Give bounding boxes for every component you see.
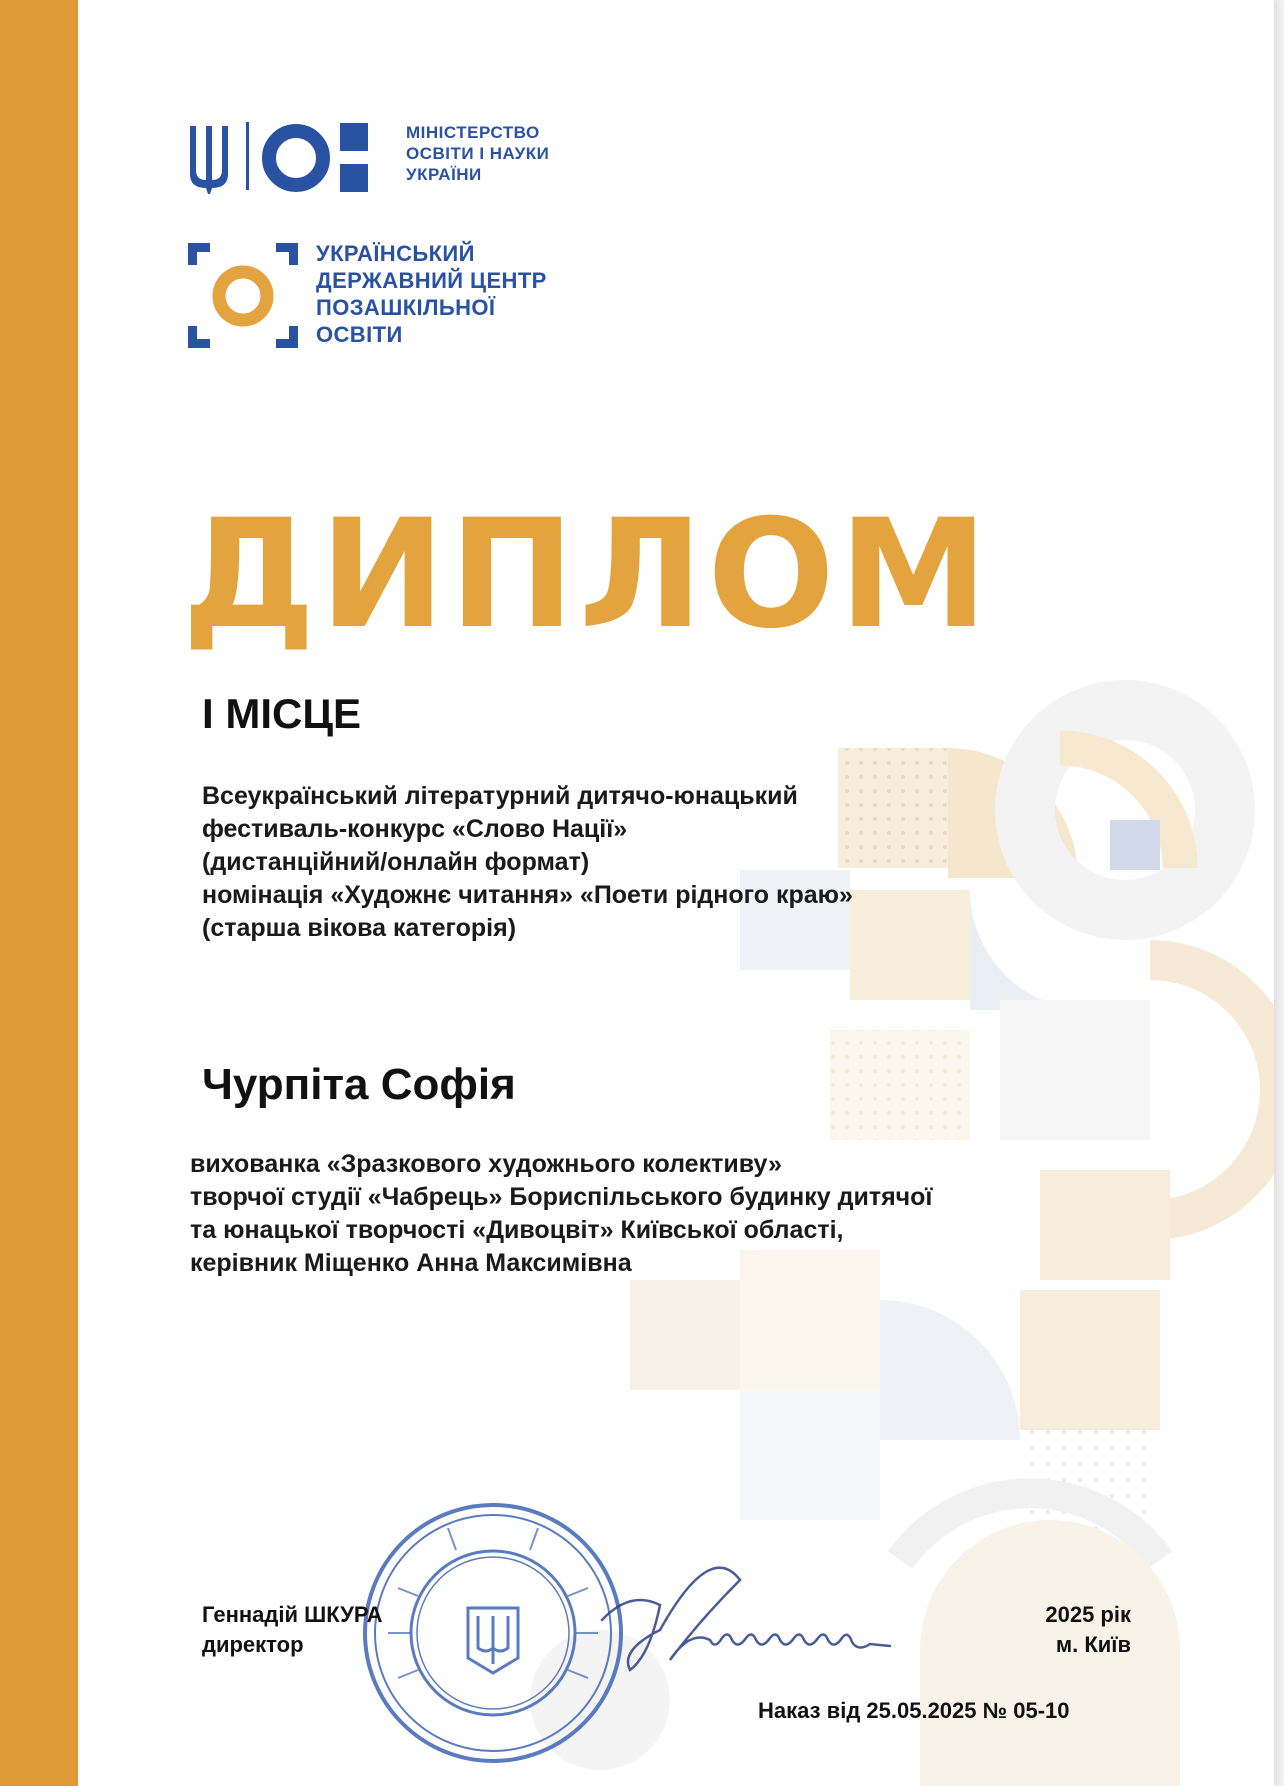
trident-icon [190, 126, 228, 194]
order-reference: Наказ від 25.05.2025 № 05-10 [758, 1698, 1070, 1723]
director-signature [590, 1560, 930, 1690]
center-name-line: ПОЗАШКІЛЬНОЇ [316, 295, 496, 320]
signatory-name: Геннадій ШКУРА [202, 1602, 383, 1627]
ministry-name-line: МІНІСТЕРСТВО [406, 123, 540, 142]
education-center-name [316, 240, 547, 348]
issue-year: 2025 рік [1045, 1602, 1131, 1627]
competition-line: Всеукраїнський літературний дитячо-юнацький [202, 782, 798, 810]
center-name-line: ДЕРЖАВНИЙ ЦЕНТР [316, 268, 547, 293]
winner-description [190, 1148, 932, 1280]
description-line: та юнацької творчості «Дивоцвіт» Київської області, [190, 1216, 844, 1244]
description-line: керівник Міщенко Анна Максимівна [190, 1249, 632, 1277]
center-name-line: УКРАЇНСЬКИЙ [316, 241, 475, 266]
center-name-line: ОСВІТИ [316, 322, 403, 347]
stamp-trident-icon [468, 1608, 518, 1673]
date-place-block [1045, 1600, 1131, 1660]
competition-line: фестиваль-конкурс «Слово Нації» [202, 815, 628, 843]
education-center-logo [188, 243, 298, 348]
ministry-name-line: ОСВІТИ І НАУКИ [406, 144, 550, 163]
issue-city: м. Київ [1055, 1632, 1131, 1657]
description-line: вихованка «Зразкового художнього колективу» [190, 1150, 782, 1178]
ministry-name [406, 122, 549, 185]
competition-line: (старша вікова категорія) [202, 914, 517, 942]
competition-info [202, 780, 853, 945]
ministry-name-line: УКРАЇНИ [406, 165, 482, 184]
signatory-block [202, 1600, 383, 1660]
place-heading: І МІСЦЕ [202, 690, 362, 737]
competition-line: (дистанційний/онлайн формат) [202, 848, 590, 876]
diploma-title: ДИПЛОМ [182, 488, 993, 662]
winner-name: Чурпіта Софія [202, 1060, 516, 1109]
signatory-role: директор [202, 1632, 304, 1657]
description-line: творчої студії «Чабрець» Бориспільського будинку дитячої [190, 1183, 933, 1211]
official-stamp [358, 1498, 628, 1768]
competition-line: номінація «Художнє читання» «Поети рідного краю» [202, 881, 853, 909]
